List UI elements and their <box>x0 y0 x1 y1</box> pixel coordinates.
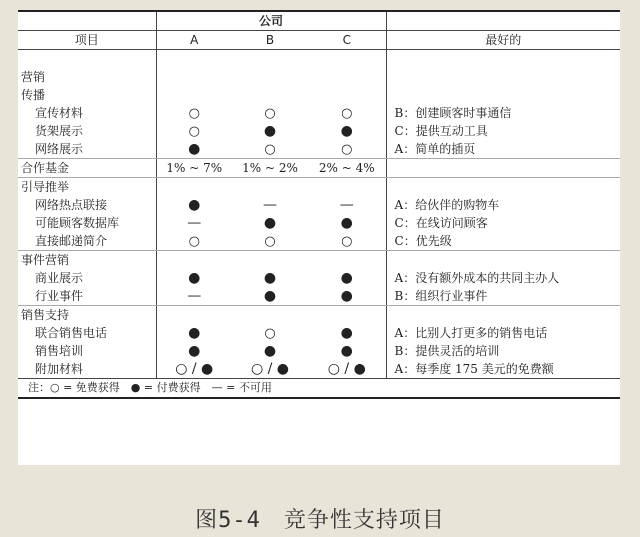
best-cell <box>386 159 620 178</box>
row-label: 附加材料 <box>18 360 156 379</box>
best-cell: B：提供灵活的培训 <box>394 344 500 358</box>
cell-a <box>156 342 232 360</box>
category-row <box>18 159 620 178</box>
cell-a <box>156 269 232 287</box>
row-label: 引导推举 <box>18 178 156 197</box>
cell-c <box>308 86 386 104</box>
open-circle-icon: ○ <box>264 326 276 341</box>
share-cell-a: 1% ~ 7% <box>156 159 232 178</box>
col-header-c: C <box>308 31 386 50</box>
filled-circle-icon: ● <box>188 325 201 341</box>
open-circle-icon: ○ <box>188 234 200 249</box>
best-cell: A：简单的插页 <box>386 140 620 159</box>
best-cell: A：没有额外成本的共同主办人 <box>394 271 560 285</box>
cell-b <box>232 214 308 232</box>
row-label: 营销 <box>18 68 156 86</box>
cell-b <box>232 122 308 140</box>
cell-a <box>156 178 232 197</box>
cell-b <box>232 178 308 197</box>
cell-c <box>308 68 386 86</box>
row-label: 网络展示 <box>18 140 156 159</box>
cell-b <box>232 269 308 287</box>
filled-circle-icon: ● <box>340 343 353 359</box>
item-row <box>18 342 620 360</box>
cell-b <box>232 86 308 104</box>
cell-c <box>308 287 386 306</box>
header-group-row <box>18 11 620 31</box>
cell-c <box>308 140 386 159</box>
row-label: 直接邮递简介 <box>18 232 156 251</box>
footnote-row <box>18 379 620 399</box>
best-cell <box>386 306 620 325</box>
cell-c <box>308 251 386 270</box>
cell-c <box>308 232 386 251</box>
cell-a <box>156 214 232 232</box>
category-row <box>18 306 620 325</box>
cell-c <box>308 342 386 360</box>
cell-c <box>308 214 386 232</box>
spacer-cell <box>386 50 620 69</box>
spacer-cell <box>18 50 156 69</box>
row-label: 销售支持 <box>18 306 156 325</box>
spacer-cell <box>308 50 386 69</box>
share-cell-c: 2% ~ 4% <box>308 159 386 178</box>
cell-b <box>232 342 308 360</box>
open-circle-icon: ○ <box>341 106 353 121</box>
cell-c <box>308 324 386 342</box>
cell-a <box>156 232 232 251</box>
item-row <box>18 269 620 287</box>
cell-c <box>308 104 386 122</box>
header-columns-row <box>18 31 620 50</box>
item-row <box>18 214 620 232</box>
share-cell-b: 1% ~ 2% <box>232 159 308 178</box>
item-row <box>18 196 620 214</box>
cell-b <box>232 196 308 214</box>
open-circle-icon: ○ <box>264 106 276 121</box>
row-label: 行业事件 <box>18 287 156 306</box>
item-row <box>18 287 620 306</box>
category-row <box>18 68 620 86</box>
filled-circle-icon: ● <box>263 215 277 231</box>
filled-circle-icon: ● <box>340 123 353 139</box>
filled-circle-icon: ● <box>263 288 277 304</box>
row-label: 联合销售电话 <box>18 324 156 342</box>
cell-b <box>232 251 308 270</box>
category-row <box>18 178 620 197</box>
open-filled-circle-icon: ○ / ● <box>175 361 214 377</box>
best-cell: B：组织行业事件 <box>386 287 620 306</box>
cell-a <box>156 140 232 159</box>
best-cell <box>386 86 620 104</box>
cell-b <box>232 232 308 251</box>
dash-icon: — <box>187 215 202 231</box>
cell-c <box>308 122 386 140</box>
open-filled-circle-icon: ○ / ● <box>250 361 290 377</box>
row-label: 网络热点联接 <box>18 196 156 214</box>
best-cell: C：在线访问顾客 <box>394 216 488 230</box>
row-label: 宣传材料 <box>18 104 156 122</box>
cell-b <box>232 306 308 325</box>
footnote-legend: 注：○ = 免费获得 ● = 付费获得 — = 不可用 <box>18 379 620 399</box>
filled-circle-icon: ● <box>340 325 353 341</box>
cell-c <box>308 196 386 214</box>
cell-a <box>156 306 232 325</box>
category-row <box>18 86 620 104</box>
item-row <box>18 104 620 122</box>
row-label: 传播 <box>18 86 156 104</box>
spacer-cell <box>232 50 308 69</box>
cell-a <box>156 104 232 122</box>
open-circle-icon: ○ <box>341 142 353 157</box>
cell-b <box>232 287 308 306</box>
cell-a <box>156 86 232 104</box>
row-label: 可能顾客数据库 <box>18 214 156 232</box>
open-circle-icon: ○ <box>264 234 276 249</box>
dash-icon: — <box>187 288 202 304</box>
row-label: 合作基金 <box>18 159 156 178</box>
cell-b <box>232 360 308 379</box>
best-cell: A：每季度 175 美元的免费额 <box>394 362 554 376</box>
cell-b <box>232 324 308 342</box>
item-row <box>18 324 620 342</box>
row-label: 商业展示 <box>18 269 156 287</box>
cell-a <box>156 251 232 270</box>
cell-a <box>156 122 232 140</box>
item-row <box>18 360 620 379</box>
spacer-row <box>18 50 620 69</box>
best-cell: A：比别人打更多的销售电话 <box>394 326 548 340</box>
filled-circle-icon: ● <box>188 343 201 359</box>
open-circle-icon: ○ <box>188 124 200 139</box>
filled-circle-icon: ● <box>340 288 353 304</box>
cell-c <box>308 306 386 325</box>
cell-a <box>156 287 232 306</box>
dash-icon: — <box>339 197 354 213</box>
best-cell <box>386 251 620 270</box>
filled-circle-icon: ● <box>263 343 277 359</box>
competitive-support-table <box>18 10 620 399</box>
cell-a <box>156 324 232 342</box>
best-cell: C：优先级 <box>386 232 620 251</box>
cell-c <box>308 178 386 197</box>
filled-circle-icon: ● <box>340 270 353 286</box>
company-group-header: 公司 <box>156 11 386 31</box>
cell-a <box>156 68 232 86</box>
row-label: 货架展示 <box>18 122 156 140</box>
col-header-best: 最好的 <box>386 31 620 50</box>
cell-a <box>156 196 232 214</box>
item-row <box>18 122 620 140</box>
filled-circle-icon: ● <box>188 197 201 213</box>
cell-b <box>232 68 308 86</box>
best-cell <box>386 178 620 197</box>
open-circle-icon: ○ <box>264 142 276 157</box>
figure-caption: 图5-4 竞争性支持项目 <box>195 508 445 533</box>
cell-c <box>308 360 386 379</box>
row-label: 销售培训 <box>18 342 156 360</box>
best-cell: A：给伙伴的购物车 <box>394 198 500 212</box>
cell-b <box>232 140 308 159</box>
filled-circle-icon: ● <box>340 215 353 231</box>
dash-icon: — <box>263 197 277 213</box>
cell-b <box>232 104 308 122</box>
item-row <box>18 232 620 251</box>
open-circle-icon: ○ <box>341 234 353 249</box>
category-row <box>18 251 620 270</box>
spacer-cell <box>156 50 232 69</box>
filled-circle-icon: ● <box>188 270 201 286</box>
row-label: 事件营销 <box>18 251 156 270</box>
filled-circle-icon: ● <box>188 141 201 157</box>
filled-circle-icon: ● <box>263 123 277 139</box>
open-circle-icon: ○ <box>188 106 200 121</box>
cell-c <box>308 269 386 287</box>
col-header-item: 项目 <box>18 31 156 50</box>
best-cell <box>386 68 620 86</box>
best-cell: B：创建顾客时事通信 <box>394 106 512 120</box>
best-cell: C：提供互动工具 <box>394 124 488 138</box>
item-row <box>18 140 620 159</box>
cell-a <box>156 360 232 379</box>
open-filled-circle-icon: ○ / ● <box>327 361 366 377</box>
col-header-b: B <box>232 31 308 50</box>
col-header-a: A <box>156 31 232 50</box>
filled-circle-icon: ● <box>263 270 277 286</box>
